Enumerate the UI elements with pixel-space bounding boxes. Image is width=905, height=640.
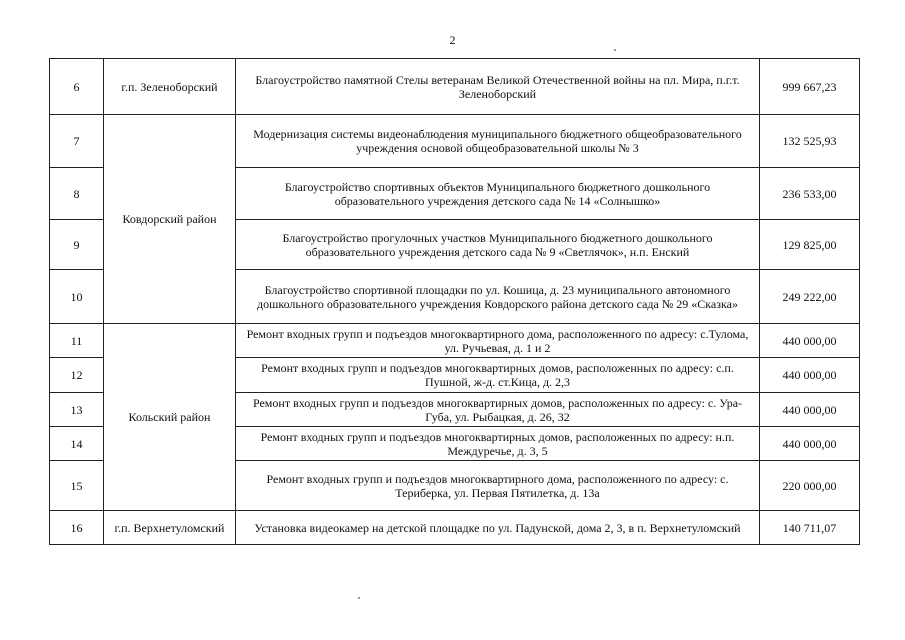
row-number: 9 — [50, 220, 104, 270]
description-cell: Установка видеокамер на детской площадке по ул. Падунской, дома 2, 3, в п. Верхнетуломский — [236, 511, 760, 545]
row-number: 15 — [50, 461, 104, 511]
amount-cell: 999 667,23 — [760, 59, 860, 115]
amount-cell: 236 533,00 — [760, 168, 860, 220]
row-number: 14 — [50, 427, 104, 461]
row-number: 12 — [50, 358, 104, 393]
row-number: 11 — [50, 324, 104, 358]
municipality-cell: г.п. Верхнетуломский — [104, 511, 236, 545]
table-row — [50, 59, 860, 115]
amount-cell: 440 000,00 — [760, 358, 860, 393]
table-row — [50, 511, 860, 545]
amount-cell: 249 222,00 — [760, 270, 860, 324]
description-cell: Благоустройство спортивной площадки по ул. Кошица, д. 23 муниципального автономного дошкольного образовательного учреждения Ковдорского района детского сада № 29 «Сказка» — [236, 270, 760, 324]
amount-cell: 440 000,00 — [760, 324, 860, 358]
municipality-cell: г.п. Зеленоборский — [104, 59, 236, 115]
row-number: 8 — [50, 168, 104, 220]
description-cell: Ремонт входных групп и подъездов многоквартирных домов, расположенных по адресу: н.п. Междуречье, д. 3, 5 — [236, 427, 760, 461]
description-cell: Благоустройство памятной Стелы ветеранам Великой Отечественной войны на пл. Мира, п.г.т. Зеленоборский — [236, 59, 760, 115]
table-row — [50, 115, 860, 168]
page-number: 2 — [449, 33, 456, 47]
amount-cell: 220 000,00 — [760, 461, 860, 511]
description-cell: Благоустройство прогулочных участков Муниципального бюджетного дошкольного образовательного учреждения детского сада № 9 «Светлячок», н.п. Енский — [236, 220, 760, 270]
amount-cell: 440 000,00 — [760, 427, 860, 461]
row-number: 16 — [50, 511, 104, 545]
row-number: 10 — [50, 270, 104, 324]
municipality-cell: Кольский район — [104, 324, 236, 511]
scan-speck — [614, 49, 616, 51]
row-number: 13 — [50, 393, 104, 427]
projects-table — [49, 58, 860, 545]
description-cell: Ремонт входных групп и подъездов многоквартирных домов, расположенных по адресу: с. Ура-Губа, ул. Рыбацкая, д. 26, 32 — [236, 393, 760, 427]
description-cell: Модернизация системы видеонаблюдения муниципального бюджетного общеобразовательного учреждения основой общеобразовательной школы № 3 — [236, 115, 760, 168]
description-cell: Ремонт входных групп и подъездов многоквартирного дома, расположенного по адресу: с. Териберка, ул. Первая Пятилетка, д. 13а — [236, 461, 760, 511]
description-cell: Благоустройство спортивных объектов Муниципального бюджетного дошкольного образовательного учреждения детского сада № 14 «Солнышко» — [236, 168, 760, 220]
amount-cell: 129 825,00 — [760, 220, 860, 270]
description-cell: Ремонт входных групп и подъездов многоквартирного дома, расположенного по адресу: с.Тулома, ул. Ручьевая, д. 1 и 2 — [236, 324, 760, 358]
amount-cell: 132 525,93 — [760, 115, 860, 168]
scan-speck — [358, 597, 360, 599]
description-cell: Ремонт входных групп и подъездов многоквартирных домов, расположенных по адресу: с.п. Пушной, ж-д. ст.Кица, д. 2,3 — [236, 358, 760, 393]
row-number: 6 — [50, 59, 104, 115]
table-row — [50, 324, 860, 358]
row-number: 7 — [50, 115, 104, 168]
amount-cell: 140 711,07 — [760, 511, 860, 545]
municipality-cell: Ковдорский район — [104, 115, 236, 324]
amount-cell: 440 000,00 — [760, 393, 860, 427]
